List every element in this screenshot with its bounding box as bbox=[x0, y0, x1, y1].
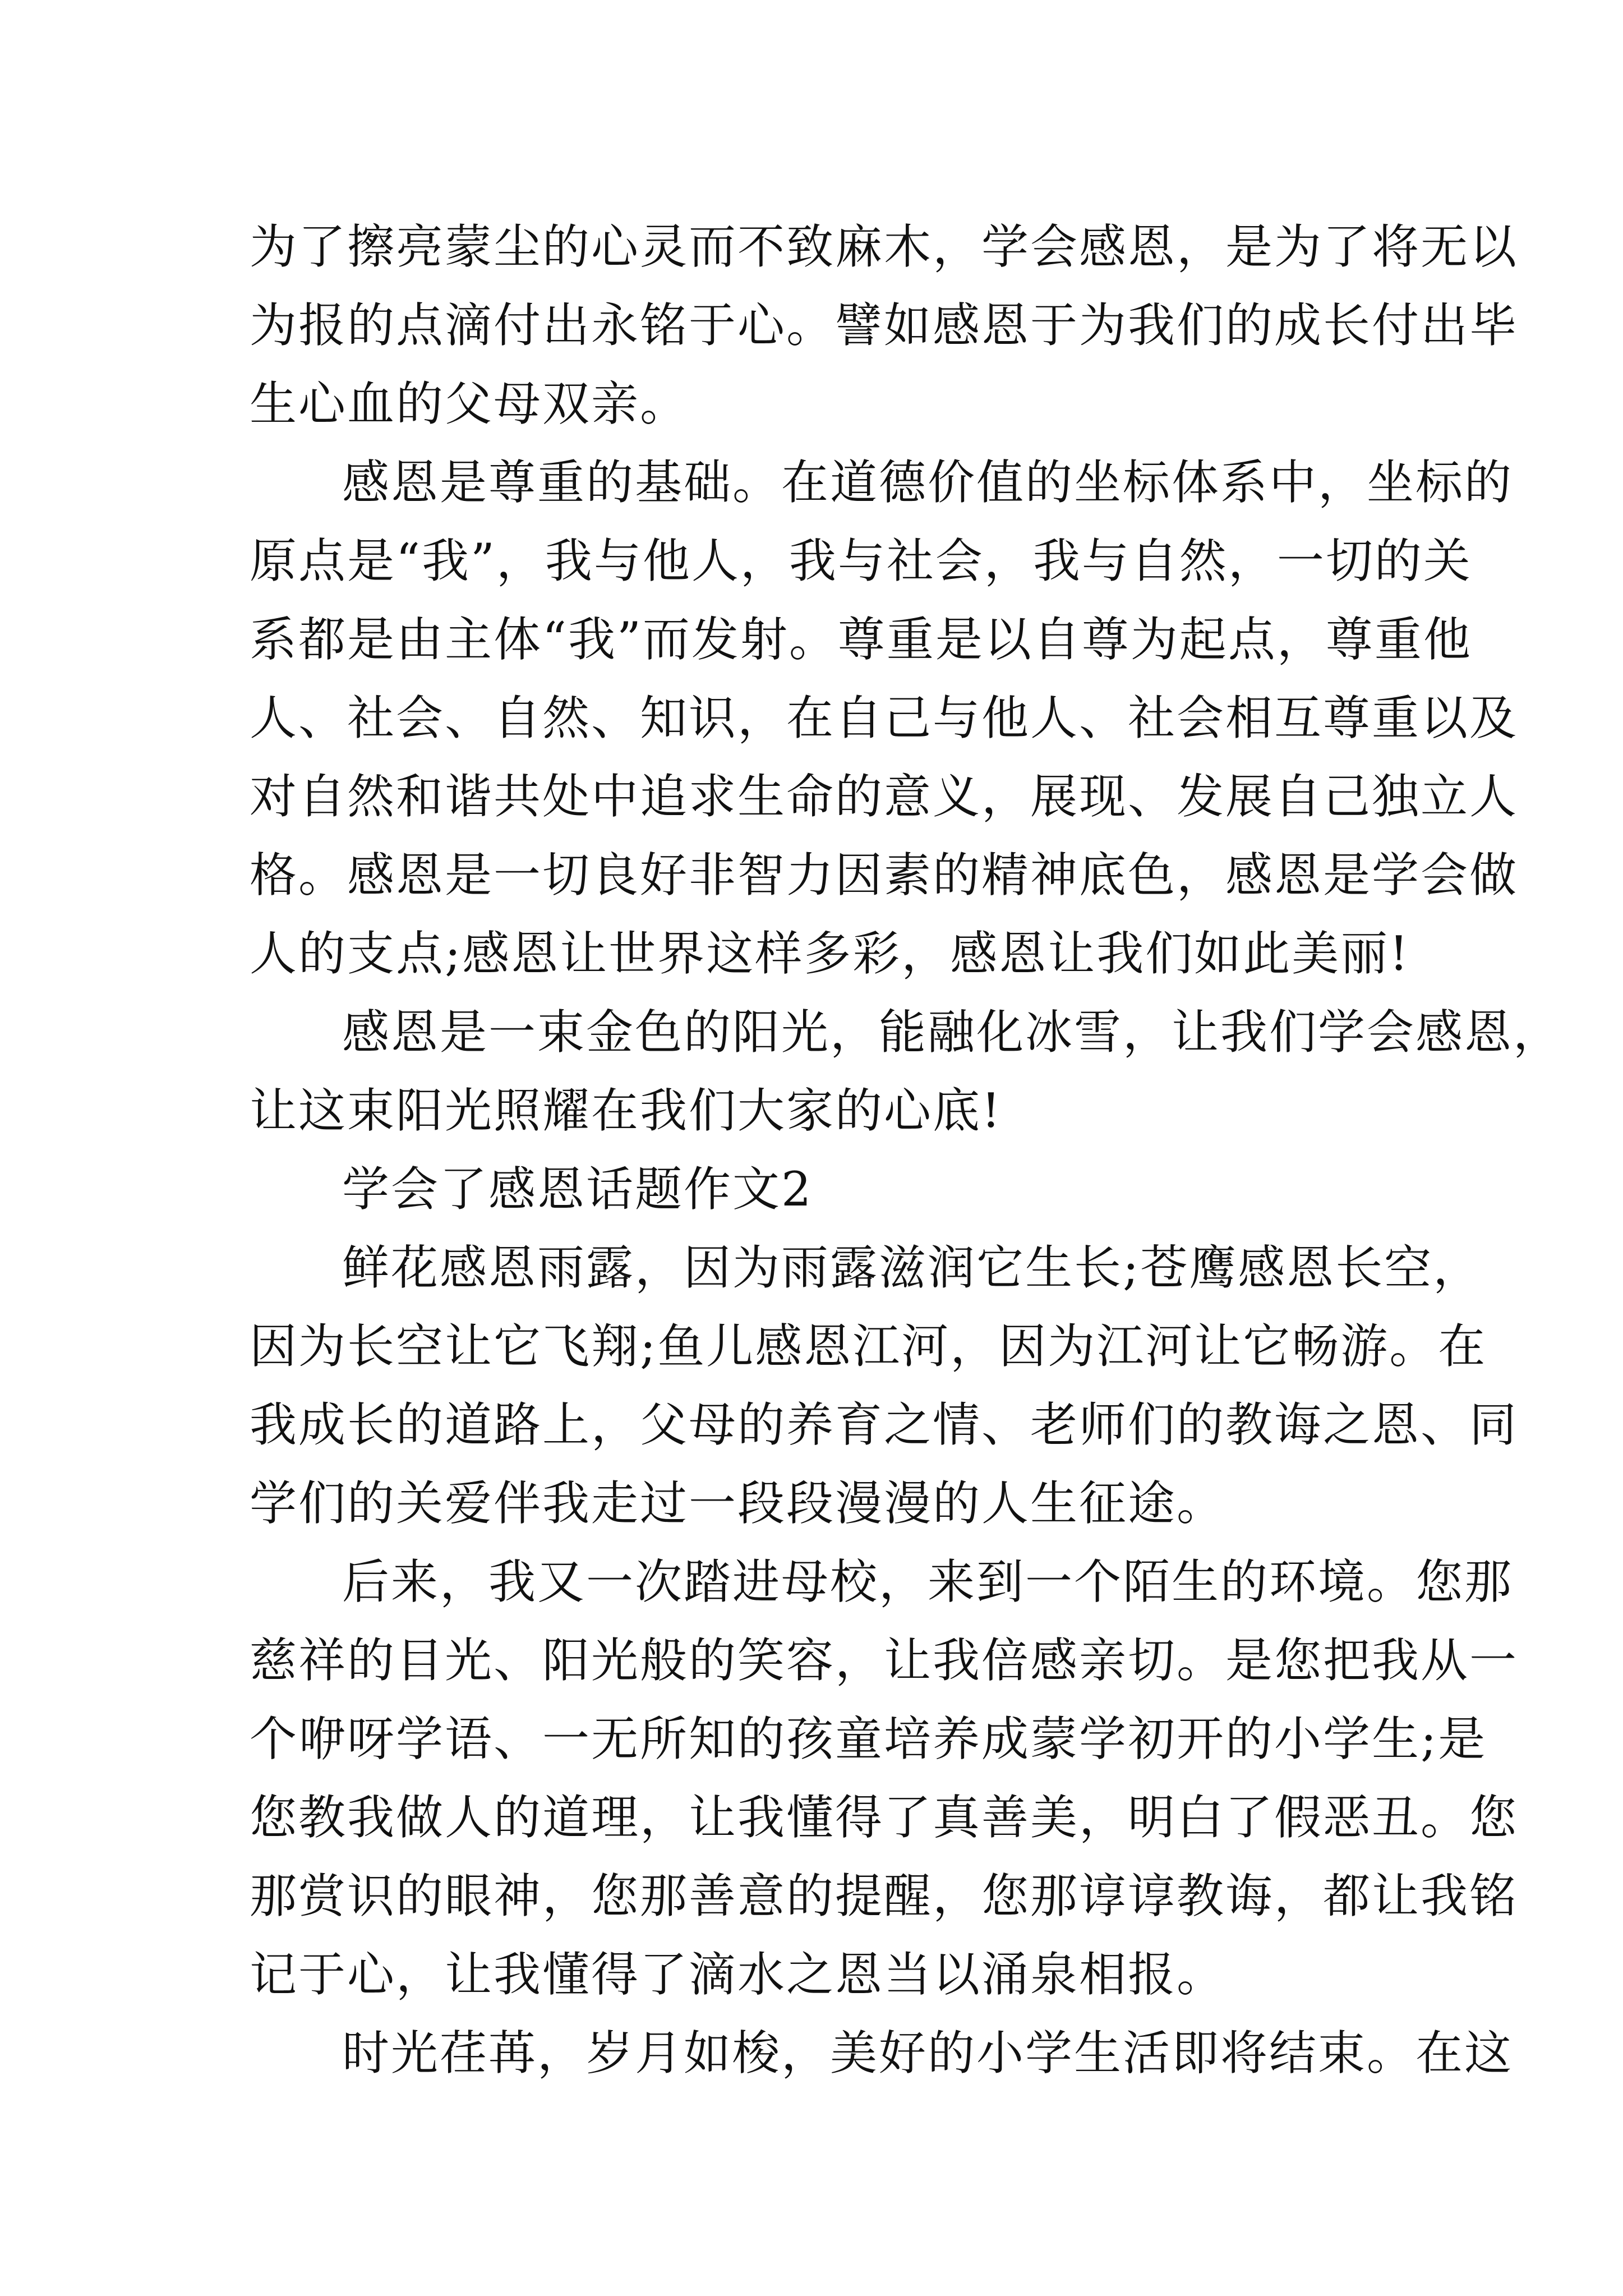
text-line: 我成长的道路上，父母的养育之情、老师们的教诲之恩、同 bbox=[250, 1397, 1519, 1452]
text-line: 鲜花感恩雨露，因为雨露滋润它生长;苍鹰感恩长空， bbox=[342, 1240, 1482, 1295]
text-line: 人的支点;感恩让世界这样多彩，感恩让我们如此美丽! bbox=[250, 926, 1410, 981]
text-line: 您教我做人的道理，让我懂得了真善美，明白了假恶丑。您 bbox=[250, 1790, 1519, 1845]
text-line: 时光荏苒，岁月如梭，美好的小学生活即将结束。在这 bbox=[342, 2026, 1514, 2081]
text-line: 生心血的父母双亲。 bbox=[250, 376, 689, 431]
text-line: 慈祥的目光、阳光般的笑容，让我倍感亲切。是您把我从一 bbox=[250, 1633, 1519, 1688]
text-line: 学会了感恩话题作文2 bbox=[342, 1162, 813, 1217]
text-line: 后来，我又一次踏进母校，来到一个陌生的环境。您那 bbox=[342, 1554, 1514, 1609]
text-line: 让这束阳光照耀在我们大家的心底! bbox=[250, 1083, 1002, 1138]
text-line: 感恩是一束金色的阳光，能融化冰雪，让我们学会感恩， bbox=[342, 1005, 1562, 1060]
text-line: 人、社会、自然、知识，在自己与他人、社会相互尊重以及 bbox=[250, 691, 1519, 746]
text-line: 原点是“我”，我与他人，我与社会，我与自然，一切的关 bbox=[250, 533, 1472, 588]
text-line: 格。感恩是一切良好非智力因素的精神底色，感恩是学会做 bbox=[250, 848, 1519, 903]
text-line: 那赏识的眼神，您那善意的提醒，您那谆谆教诲，都让我铭 bbox=[250, 1869, 1519, 1924]
text-line: 为报的点滴付出永铭于心。譬如感恩于为我们的成长付出毕 bbox=[250, 298, 1519, 353]
text-line: 为了擦亮蒙尘的心灵而不致麻木，学会感恩，是为了将无以 bbox=[250, 219, 1519, 274]
text-line: 学们的关爱伴我走过一段段漫漫的人生征途。 bbox=[250, 1476, 1226, 1531]
text-line: 感恩是尊重的基础。在道德价值的坐标体系中，坐标的 bbox=[342, 455, 1514, 510]
text-line: 对自然和谐共处中追求生命的意义，展现、发展自己独立人 bbox=[250, 769, 1519, 824]
text-line: 个咿呀学语、一无所知的孩童培养成蒙学初开的小学生;是 bbox=[250, 1711, 1487, 1766]
text-line: 因为长空让它飞翔;鱼儿感恩江河，因为江河让它畅游。在 bbox=[250, 1319, 1487, 1374]
text-line: 记于心，让我懂得了滴水之恩当以涌泉相报。 bbox=[250, 1947, 1226, 2002]
essay-text bbox=[250, 208, 1562, 2092]
text-line: 系都是由主体“我”而发射。尊重是以自尊为起点，尊重他 bbox=[250, 612, 1472, 667]
